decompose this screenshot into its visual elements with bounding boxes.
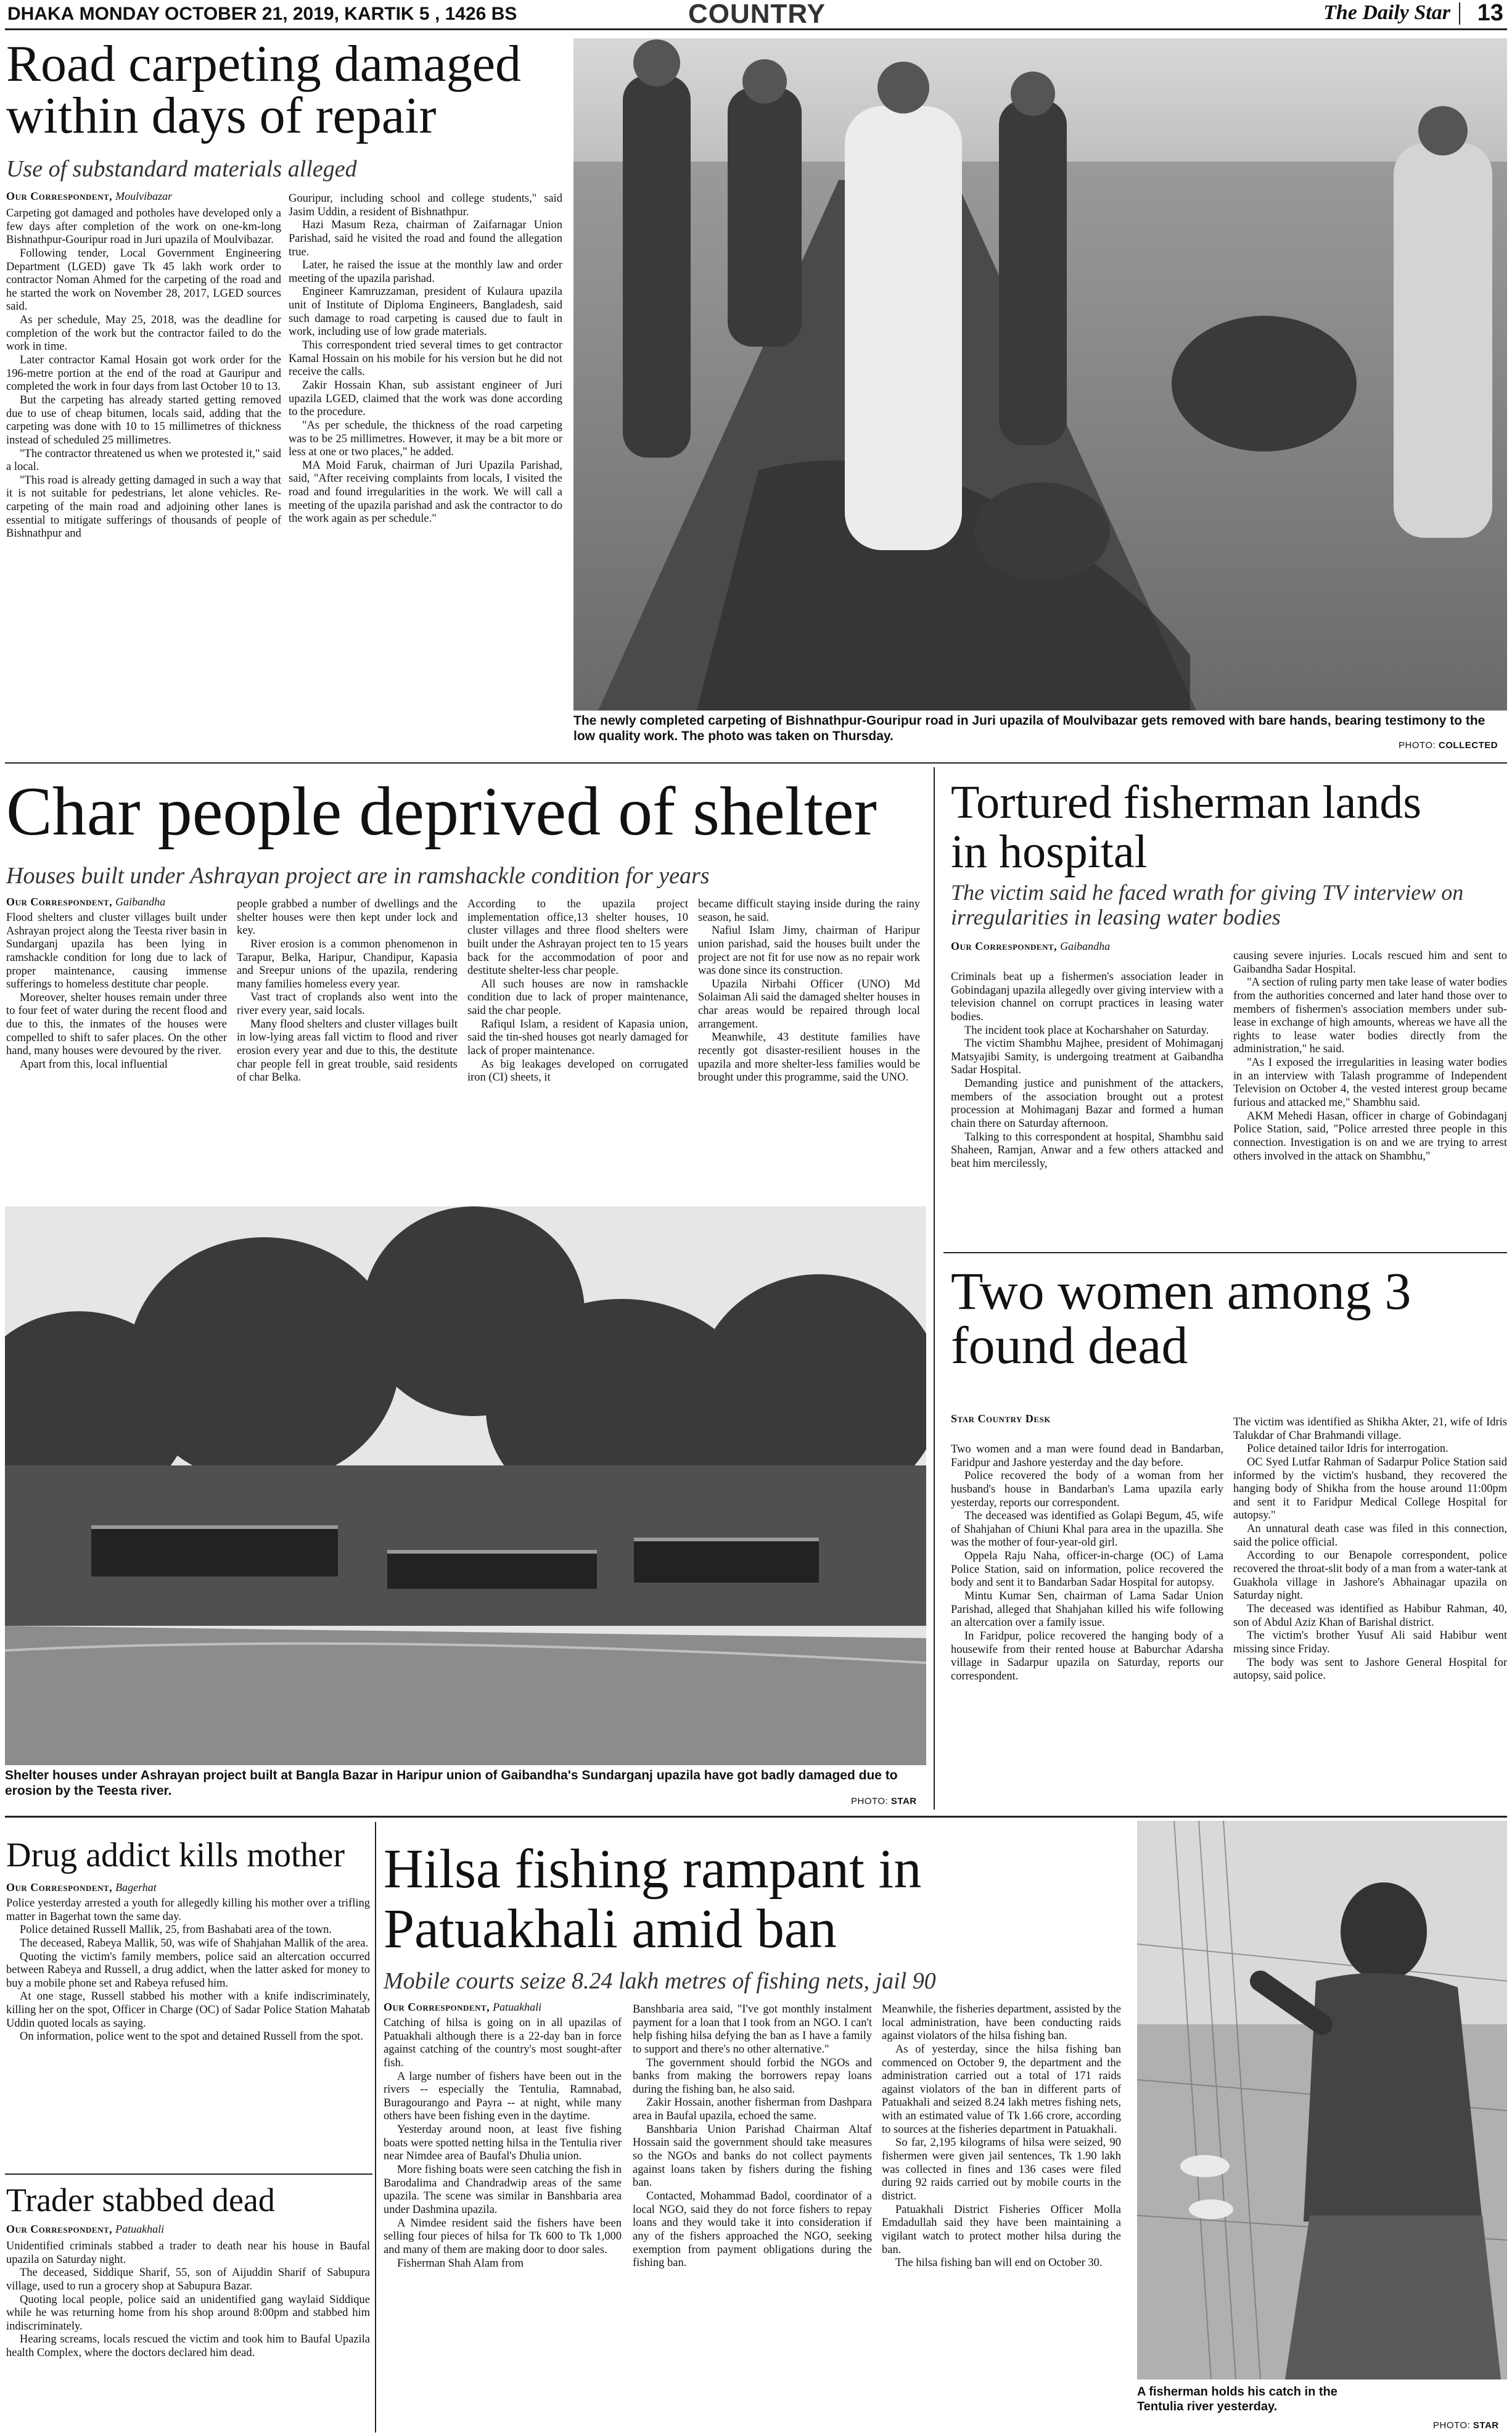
fisherman-column-2: causing severe injuries. Locals rescued him and sent to Gaibandha Sadar Hospital. "A section of ruling party men take lease of water bodies from the authorities concerned and later hand those over to members of fishermen's association members under sub-lease in exchange of high amounts, whereas we have all the rights to lease water bodies directly from the administration," he said. "As I exposed the irregularities in leasing water bodies in an interview with Talash programme of Independent Television on October 4, the vested interest group became furious and attacked me," Shambhu said. AKM Mehedi Hasan, officer in charge of Gobindaganj Police Station, said, "Police arrested three people in this connection. Investigation is on and we are trying to arrest others involved in the attack on Shambhu," (1233, 950, 1507, 1163)
drug-byline: Our Correspondent, Bagerhat (6, 1881, 157, 1893)
divider-rule (5, 1816, 1507, 1818)
fisherman-kicker: The victim said he faced wrath for giving TV interview on irregularities in leasing water bodies (951, 880, 1464, 929)
road-photo-credit: PHOTO: COLLECTED (1399, 740, 1498, 751)
issue-date: DHAKA MONDAY OCTOBER 21, 2019, KARTIK 5 , 1426 BS (7, 4, 517, 24)
hilsa-photo-image (1137, 1821, 1507, 2379)
char-column-3: According to the upazila project implementation office,13 shelter houses, 10 cluster villages and three flood shelters were built under the Ashrayan project ten to 15 years back for the accommodation of poor and destitute shelter-less char people. All such houses are now in ramshackle condition due to lack of proper maintenance, said the char people. Rafiqul Islam, a resident of Kapasia union, said the tin-shed houses got nearly damaged for lack of proper maintenance. As big leakages developed on corrugated iron (CI) sheets, it (467, 898, 688, 1084)
char-column-4: became difficult staying inside during the rainy season, he said. Nafiul Islam Jimy, chairman of Haripur union parishad, said the houses built under the project are not fit for use now as no repair work was done since its construction. Upazila Nirbahi Officer (UNO) Md Solaiman Ali said the damaged shelter houses in char areas would be repaired through local arrangement. Meanwhile, 43 destitute families have recently got disaster-resilient houses in the upazila and more shelter-less families would be brought under this programme, said the UNO. (698, 898, 920, 1084)
masthead-divider (1459, 2, 1460, 25)
road-photo (573, 38, 1507, 711)
section-title: COUNTRY (688, 0, 826, 29)
divider-vertical (934, 767, 935, 1810)
trader-byline: Our Correspondent, Patuakhali (6, 2223, 165, 2235)
trader-headline[interactable]: Trader stabbed dead (6, 2182, 275, 2219)
drug-headline[interactable]: Drug addict kills mother (6, 1836, 345, 1874)
women-headline[interactable]: Two women among 3 found dead (951, 1261, 1411, 1375)
char-column-2: people grabbed a number of dwellings and the shelter houses were then kept under lock and key. River erosion is a common phenomenon in Tarapur, Belka, Haripur, Chandipur, Kapasia and Sreepur unions of the upazila, rendering many families homeless every year. Vast tract of croplands also went into the river every year, said locals. Many flood shelters and cluster villages built in low-lying areas fall victim to flood and river erosion every year and due to this, the destitute char people fell in great trouble, said residents of char Belka. (237, 898, 458, 1084)
road-column-2: Gouripur, including school and college students," said Jasim Uddin, a resident of Bishnathpur. Hazi Masum Reza, chairman of Zaifarnagar Union Parishad, said he visited the road and found the allegation true. Later, he raised the issue at the monthly law and order meeting of the upazila parishad. Engineer Kamruzzaman, president of Kulaura upazila unit of Institute of Diploma Engineers, Bangladesh, said such damage to road carpeting is caused due to fault in work, including use of low grade materials. This correspondent tried several times to get contractor Kamal Hossain on his mobile for his version but he did not receive the calls. Zakir Hossain Khan, sub assistant engineer of Juri upazila LGED, claimed that the work was done according to the procedure. "As per schedule, the thickness of the road carpeting was to be 25 millimetres. However, it may be a bit more or less at one or two places," he added. MA Moid Faruk, chairman of Juri Upazila Parishad, said, "After receiving complaints from locals, I visited the road and found irregularities in the work. We will call a meeting of the upazila parishad and ask the contractor to do the work again as per schedule." (289, 192, 562, 525)
women-column-2: The victim was identified as Shikha Akter, 21, wife of Idris Talukdar of Char Brahmandi village. Police detained tailor Idris for interrogation. OC Syed Lutfar Rahman of Sadarpur Police Station said informed by the victim's husband, they recovered the hanging body of Shikha from the house around 11:00pm and sent it to Faridpur Medical College Hospital for autopsy." An unnatural death case was filed in this connection, said the police official. According to our Benapole correspondent, police recovered the throat-slit body of a man from a water-tank at Guakhola village in Jashore's Abhainagar upazila on Saturday night. The deceased was identified as Habibur Rahman, 40, son of Abdul Aziz Khan of Barishal district. The victim's brother Yusuf Ali said Habibur went missing since Friday. The body was sent to Jashore General Hospital for autopsy, said police. (1233, 1416, 1507, 1683)
page-number: 13 (1477, 0, 1503, 26)
hilsa-photo-caption: A fisherman holds his catch in the Tentulia river yesterday. (1137, 2385, 1337, 2413)
road-photo-image (573, 38, 1507, 711)
paper-logo: The Daily Star (1323, 1, 1450, 24)
hilsa-kicker: Mobile courts seize 8.24 lakh metres of fishing nets, jail 90 (384, 1968, 936, 1994)
divider-rule (943, 1252, 1507, 1253)
women-column-1: Two women and a man were found dead in Bandarban, Faridpur and Jashore yesterday and the day before. Police recovered the body of a woman from her husband's house in Bandarban's Lama upazila early yesterday, reports our correspondent. The deceased was identified as Golapi Begum, 45, wife of Shahjahan of Chiuni Khal para area in the upazilla. She was the mother of four-year-old girl. Oppela Raju Naha, officer-in-charge (OC) of Lama Police Station, said on information, police recovered the body and sent it to Bandarban Sadar Hospital for autopsy. Mintu Kumar Sen, chairman of Lama Sadar Union Parishad, alleged that Shahjahan killed his wife following an altercation over a family issue. In Faridpur, police recovered the hanging body of a housewife from their rented house at Baburchar Adarsha village in Sadarpur upazila on Saturday, reports our correspondent. (951, 1443, 1223, 1683)
road-kicker: Use of substandard materials alleged (6, 156, 357, 182)
road-headline[interactable]: Road carpeting damaged within days of repair (6, 35, 521, 144)
char-headline[interactable]: Char people deprived of shelter (6, 773, 877, 850)
hilsa-byline: Our Correspondent, Patuakhali (384, 2001, 542, 2013)
divider-rule (5, 762, 1507, 764)
hilsa-column-2: Banshbaria area said, "I've got monthly instalment payment for a loan that I took from an NGO. I can't help fishing hilsa defying the ban as I have a family to support and there's no other alternative." The government should forbid the NGOs and banks from making the borrowers repay loans during the fishing ban, he also said. Zakir Hossain, another fisherman from Dashpara area in Baufal upazila, echoed the same. Banshbaria Union Parishad Chairman Altaf Hossain said the government should take measures so the NGOs and banks do not collect payments against loans taken by fishers during the fishing ban. Contacted, Mohammad Badol, coordinator of a local NGO, said they do not force fishers to repay loans and they would take it into consideration if any of the fishers approached the NGO, seeking exemption from payment obligations during the fishing ban. (633, 2003, 872, 2270)
trader-column-1: Unidentified criminals stabbed a trader to death near his house in Baufal upazila on Saturday night. The deceased, Siddique Sharif, 55, son of Aijuddin Sharif of Sabupura village, used to run a grocery shop at Sabupura Bazar. Quoting local people, police said an unidentified gang waylaid Siddique while he was returning home from his shop around 8:00pm and stabbed him indiscriminately. Hearing screams, locals rescued the victim and took him to Baufal Upazila health Complex, where the doctors declared him dead. (6, 2240, 370, 2360)
divider-rule (5, 2173, 372, 2175)
hilsa-column-3: Meanwhile, the fisheries department, assisted by the local administration, have been conducting raids against violators of the hilsa fishing ban. As of yesterday, since the hilsa fishing ban commenced on October 9, the department and the administration carried out a total of 171 raids against violators of the ban in different parts of Patuakhali and seized 8.24 lakh metres fishing nets, with an estimated value of Tk 1.66 crore, according to sources at the fisheries department in Patuakhali. So far, 2,195 kilograms of hilsa were seized, 90 fishermen were given jail sentences, Tk 1.90 lakh was collected in fines and 136 cases were filed during 92 raids carried out by mobile courts in the district. Patuakhali District Fisheries Officer Molla Emdadullah said they have been maintaining a vigilant watch to protect mother hilsa during the ban. The hilsa fishing ban will end on October 30. (882, 2003, 1121, 2270)
char-byline: Our Correspondent, Gaibandha (6, 896, 166, 908)
hilsa-column-1: Catching of hilsa is going on in all upazilas of Patuakhali although there is a 22-day ban in force against catching of the country's most sought-after fish. A large number of fishers have been out in the rivers -- especially the Tentulia, Ramnabad, Buragourango and Payra -- at night, while many others have been fishing even in the daytime. Yesterday around noon, at least five fishing boats were spotted netting hilsa in the Tentulia river near Nimdee area of Baufal's Dhulia union. More fishing boats were seen catching the fish in Barodalima and Chandradwip areas of the same upazila. The scene was similar in Banshbaria area under Dashmina upazila. A Nimdee resident said the fishers have been selling four pieces of hilsa for Tk 600 to Tk 1,000 and many of them are making door to door sales. Fisherman Shah Alam from (384, 2017, 622, 2270)
road-column-1: Carpeting got damaged and potholes have developed only a few days after completion of the work on one-km-long Bishnathpur-Gouripur road in Juri upazila of Moulvibazar. Following tender, Local Government Engineering Department (LGED) gave Tk 45 lakh work order to contractor Noman Ahmed for the carpeting of the road and he started the work on November 28, 2017, LGED sources said. As per schedule, May 25, 2018, was the deadline for completion of the work but the contractor failed to do the work in time. Later contractor Kamal Hosain got work order for the 196-metre portion at the end of the road at Gauripur and completed the work in four days from last October 10 to 13. But the carpeting has already started getting removed due to use of cheap bitumen, locals said, adding that the carpeting was done with 10 to 15 millimetres of thickness instead of scheduled 25 millimetres. "The contractor threatened us when we protested it," said a local. "This road is already getting damaged in such a way that it is not suitable for pedestrians, let alone vehicles. Re-carpeting of the main road and adjoining other lanes is essential to mitigate sufferings of thousands of people of Bishnathpur and (6, 207, 281, 540)
women-byline: Star Country Desk (951, 1412, 1051, 1425)
hilsa-photo-credit: PHOTO: STAR (1433, 2420, 1499, 2431)
fisherman-column-1: Criminals beat up a fishermen's association leader in Gobindaganj upazila allegedly over giving interview with a television channel on corrupt practices in leasing water bodies. The incident took place at Kocharshaher on Saturday. The victim Shambhu Majhee, president of Mohimaganj Matsyajibi Samity, is undergoing treatment at Gaibandha Sadar Hospital. Demanding justice and punishment of the attackers, members of the association brought out a protest procession at Mohimaganj Bazar and formed a human chain there on Saturday afternoon. Talking to this correspondent at hospital, Shambhu said Shaheen, Ramjan, Anwar and a few others attacked and beat him mercilessly, (951, 971, 1223, 1170)
char-kicker: Houses built under Ashrayan project are in ramshackle condition for years (6, 863, 710, 889)
hilsa-photo (1137, 1821, 1507, 2379)
fisherman-byline: Our Correspondent, Gaibandha (951, 940, 1111, 952)
char-photo (5, 1206, 926, 1765)
masthead (5, 0, 1507, 30)
char-column-1: Flood shelters and cluster villages built under Ashrayan project along the Teesta river basin in Sundarganj upazila has been lying in ramshackle condition for long due to lack of proper maintenance, causing immense sufferings to homeless destitute char people. Moreover, shelter houses remain under three to four feet of water during the recent flood and due to this, the inmates of the houses were compelled to shift to safer places. On the other hand, many houses were devoured by the river. Apart from this, local influential (6, 912, 227, 1071)
char-photo-image (5, 1206, 926, 1765)
road-byline: Our Correspondent, Moulvibazar (6, 190, 173, 202)
divider-vertical (375, 1822, 376, 2433)
road-photo-caption: The newly completed carpeting of Bishnathpur-Gouripur road in Juri upazila of Moulvibazar gets removed with bare hands, bearing testimony to the low quality work. The photo was taken on Thursday. (573, 714, 1485, 744)
char-photo-caption: Shelter houses under Ashrayan project built at Bangla Bazar in Haripur union of Gaibandha's Sundarganj upazila have got badly damaged due to erosion by the Teesta river. (5, 1768, 898, 1798)
fisherman-headline[interactable]: Tortured fisherman lands in hospital (951, 777, 1421, 878)
hilsa-headline[interactable]: Hilsa fishing rampant in Patuakhali amid ban (384, 1839, 922, 1960)
drug-column-1: Police yesterday arrested a youth for allegedly killing his mother over a trifling matter in Bagerhat town the same day. Police detained Russell Mallik, 25, from Bashabati area of the town. The deceased, Rabeya Mallik, 50, was wife of Shahjahan Mallik of the area. Quoting the victim's family members, police said an altercation occurred between Rabeya and Russell, a drug addict, when the latter asked for money to buy a mobile phone set and Rabeya refused him. At one stage, Russell stabbed his mother with a knife indiscriminately, killing her on the spot, Officer in Charge (OC) of Sadar Police Station Mahatab Uddin quoted locals as saying. On information, police went to the spot and detained Russell from the spot. (6, 1897, 370, 2043)
char-photo-credit: PHOTO: STAR (851, 1796, 917, 1807)
